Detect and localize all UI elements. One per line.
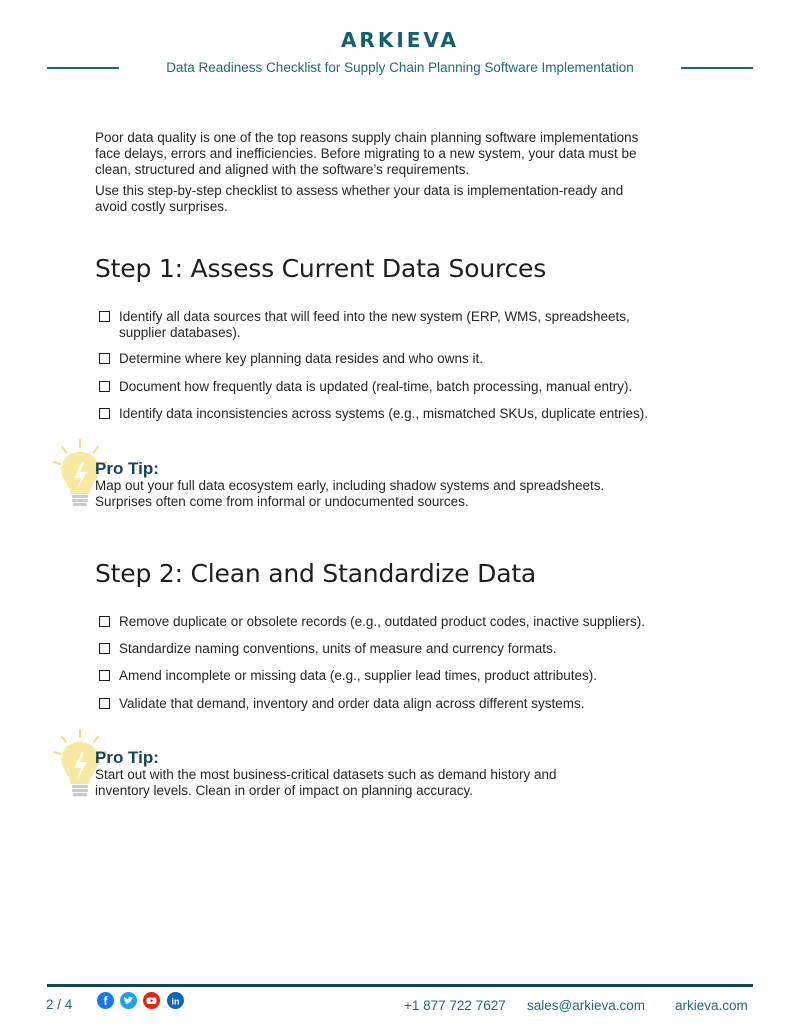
pro-tip-title: Pro Tip: <box>95 748 159 767</box>
tip-line: Surprises often come from informal or undocumented sources. <box>95 494 469 509</box>
youtube-icon[interactable] <box>143 992 160 1009</box>
svg-text:in: in <box>171 996 180 1007</box>
checkbox[interactable] <box>99 643 110 654</box>
footer-email-link[interactable]: sales@arkieva.com <box>527 998 645 1013</box>
checkbox[interactable] <box>99 311 110 322</box>
step1-checklist-item <box>99 379 709 395</box>
intro-p1-line: clean, structured and aligned with the software’s requirements. <box>95 162 470 177</box>
item-line: Identify all data sources that will feed into the new system (ERP, WMS, spreadsheets, <box>119 309 630 324</box>
footer-phone-link[interactable]: +1 877 722 7627 <box>404 998 506 1013</box>
intro-p1-line: Poor data quality is one of the top reasons supply chain planning software implementations <box>95 130 639 145</box>
step2-checklist-item <box>99 668 709 684</box>
checkbox[interactable] <box>99 670 110 681</box>
footer-rule <box>47 984 753 987</box>
footer-website-link[interactable]: arkieva.com <box>675 998 748 1013</box>
checklist-item-text: Remove duplicate or obsolete records (e.g., outdated product codes, inactive suppliers). <box>119 614 646 629</box>
pro-tip-text <box>95 767 695 799</box>
page-number: 2 / 4 <box>46 997 73 1012</box>
svg-text:f: f <box>103 994 108 1008</box>
step2-heading: Step 2: Clean and Standardize Data <box>95 559 537 588</box>
document-subtitle: Data Readiness Checklist for Supply Chain Planning Software Implementation <box>166 60 634 75</box>
checklist-item-text: Identify data inconsistencies across systems (e.g., mismatched SKUs, duplicate entries). <box>119 406 648 421</box>
pro-tip-title: Pro Tip: <box>95 459 159 478</box>
checkbox[interactable] <box>99 381 110 392</box>
checklist-item-text: Validate that demand, inventory and order data align across different systems. <box>119 696 585 711</box>
checklist-item-text: Standardize naming conventions, units of measure and currency formats. <box>119 641 557 656</box>
step1-heading: Step 1: Assess Current Data Sources <box>95 254 547 283</box>
intro-p2-line: avoid costly surprises. <box>95 199 228 214</box>
tip-line: Start out with the most business-critical datasets such as demand history and <box>95 767 557 782</box>
step1-checklist-item <box>99 351 709 367</box>
checklist-item-text: Document how frequently data is updated (real-time, batch processing, manual entry). <box>119 379 633 394</box>
checkbox[interactable] <box>99 698 110 709</box>
tip-line: inventory levels. Clean in order of impact on planning accuracy. <box>95 783 473 798</box>
tip-line: Map out your full data ecosystem early, including shadow systems and spreadsheets. <box>95 478 605 493</box>
checkbox[interactable] <box>99 353 110 364</box>
intro-paragraph-1 <box>95 130 705 178</box>
checkbox[interactable] <box>99 408 110 419</box>
checkbox[interactable] <box>99 616 110 627</box>
pro-tip-text <box>95 478 695 510</box>
checklist-item-text: Amend incomplete or missing data (e.g., supplier lead times, product attributes). <box>119 668 597 683</box>
intro-p2-line: Use this step-by-step checklist to assess whether your data is implementation-ready and <box>95 183 624 198</box>
step2-checklist-item <box>99 614 709 630</box>
intro-paragraph-2 <box>95 183 705 215</box>
checklist-item-text: Determine where key planning data resides and who owns it. <box>119 351 483 366</box>
brand-logo: ARKIEVA <box>340 28 460 52</box>
twitter-icon[interactable] <box>120 992 137 1009</box>
step2-checklist-item <box>99 696 709 712</box>
item-line: supplier databases). <box>119 325 241 340</box>
step1-checklist-item <box>99 406 709 422</box>
facebook-icon[interactable] <box>97 992 114 1009</box>
intro-p1-line: face delays, errors and inefficiencies. Before migrating to a new system, your data must be <box>95 146 637 161</box>
step2-checklist-item <box>99 641 709 657</box>
step1-checklist-item <box>99 309 709 341</box>
checklist-item-text <box>119 309 630 341</box>
linkedin-icon[interactable] <box>167 992 184 1009</box>
